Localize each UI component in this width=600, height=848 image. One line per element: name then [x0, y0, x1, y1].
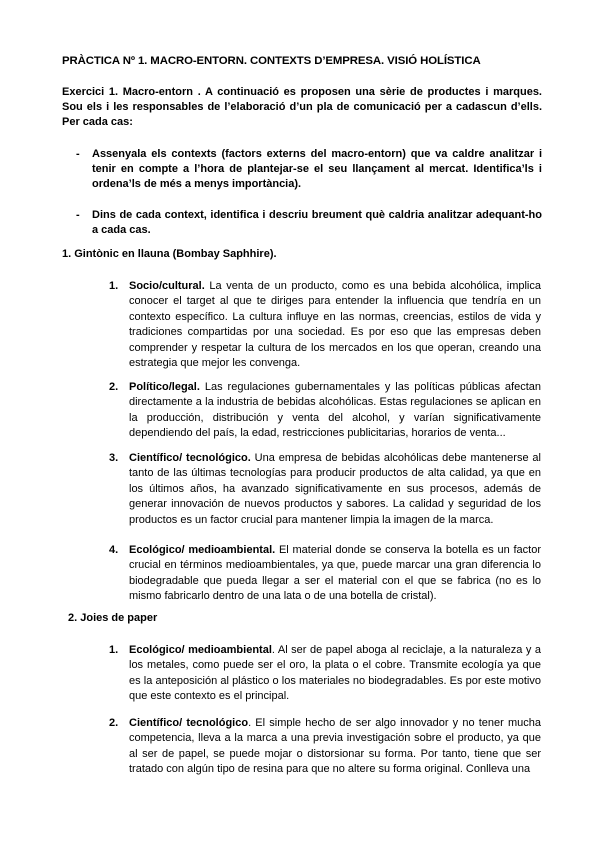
- exercise-intro: Exercici 1. Macro-entorn . A continuació es proposen una sèrie de productes i marques. Sou els i les responsables de l’elaboració d’un pla de comunicació per a cadascun d’ells. Per cada cas:: [62, 86, 542, 129]
- list-item: [109, 451, 541, 528]
- item-label: Político/legal.: [129, 381, 200, 393]
- instruction-bullet: [62, 208, 542, 238]
- item-number: 1.: [109, 644, 119, 656]
- list-item: [109, 643, 541, 705]
- bullet-text: Dins de cada context, identifica i descriu breument què caldria analitzar adequant-ho a cada cas.: [92, 209, 542, 237]
- section-heading: 2. Joies de paper: [68, 612, 158, 624]
- item-text: Una empresa de bebidas alcohólicas debe mantenerse al tanto de las últimas tecnologías para producir productos de alta calidad, ya que en los últimos años, ha avanzado significativamente en sus procesos, además de generar innovación de nuevos productos y sabores. La calidad y seguridad de los productos es un factor crucial para mantener limpia la imagen de la marca.: [129, 452, 541, 526]
- item-label: Científico/ tecnológico.: [129, 452, 251, 464]
- item-text: . Al ser de papel aboga al reciclaje, a la naturaleza y a los metales, como puede ser el oro, la plata o el cobre. Transmite ecología ya que es la anteposición al plástico o los materiales no biodegradables. Es por este motivo que este contexto es el principal.: [129, 644, 541, 703]
- item-text: El material donde se conserva la botella es un factor crucial en términos medioambientales, ya que, puede marcar una gran diferencia lo biodegradable que pueda llegar a ser el material con el que se fabrica (no es lo mismo fabricarlo dentro de una lata o de una botella de cristal).: [129, 544, 541, 603]
- instruction-bullet: [62, 147, 542, 193]
- item-text: Las regulaciones gubernamentales y las políticas públicas afectan directamente a la industria de bebidas alcohólicas. Estas regulaciones se aplican en la producción, distribución y venta del alcohol, y varían significativamente dependiendo del país, la edad, restricciones publicitarias, horarios de venta...: [129, 381, 541, 440]
- bullet-dash: -: [76, 209, 80, 221]
- bullet-text: Assenyala els contexts (factors externs del macro-entorn) que va caldre analitzar i tenir en compte a l’hora de plantejar-se el seu llançament al mercat. Identifica’ls i ordena’ls de més a menys importància).: [92, 148, 542, 191]
- item-number: 3.: [109, 452, 119, 464]
- item-label: Ecológico/ medioambiental.: [129, 544, 276, 556]
- page-title: PRÀCTICA Nº 1. MACRO-ENTORN. CONTEXTS D’EMPRESA. VISIÓ HOLÍSTICA: [62, 55, 481, 67]
- list-item: [109, 279, 541, 371]
- item-text: . El simple hecho de ser algo innovador y no tener mucha competencia, lleva a la marca a una previa investigación sobre el producto, ya que al ser de papel, se puede mojar o distorsionar su forma. Por tanto, tiene que ser tratado con algún tipo de resina para que no altere su forma original. Conlleva una: [129, 717, 541, 776]
- list-item: [109, 380, 541, 442]
- list-item: [109, 543, 541, 605]
- item-label: Científico/ tecnológico: [129, 717, 249, 729]
- item-label: Ecológico/ medioambiental: [129, 644, 272, 656]
- item-number: 2.: [109, 717, 119, 729]
- list-item: [109, 716, 541, 778]
- section-heading: 1. Gintònic en llauna (Bombay Saphhire).: [62, 248, 277, 260]
- item-number: 1.: [109, 280, 119, 292]
- bullet-dash: -: [76, 148, 80, 160]
- item-number: 2.: [109, 381, 119, 393]
- item-text: La venta de un producto, como es una bebida alcohólica, implica conocer el target al que te diriges para entender la influencia que tendría en un contexto específico. La cultura influye en las normas, creencias, estilos de vida y tradiciones compartidas por una sociedad. Es por eso que las empresas deben comprender y respetar la cultura de los mercados en los que operan, creando una estrategia que mejor les convenga.: [129, 280, 541, 370]
- item-number: 4.: [109, 544, 119, 556]
- item-label: Socio/cultural.: [129, 280, 205, 292]
